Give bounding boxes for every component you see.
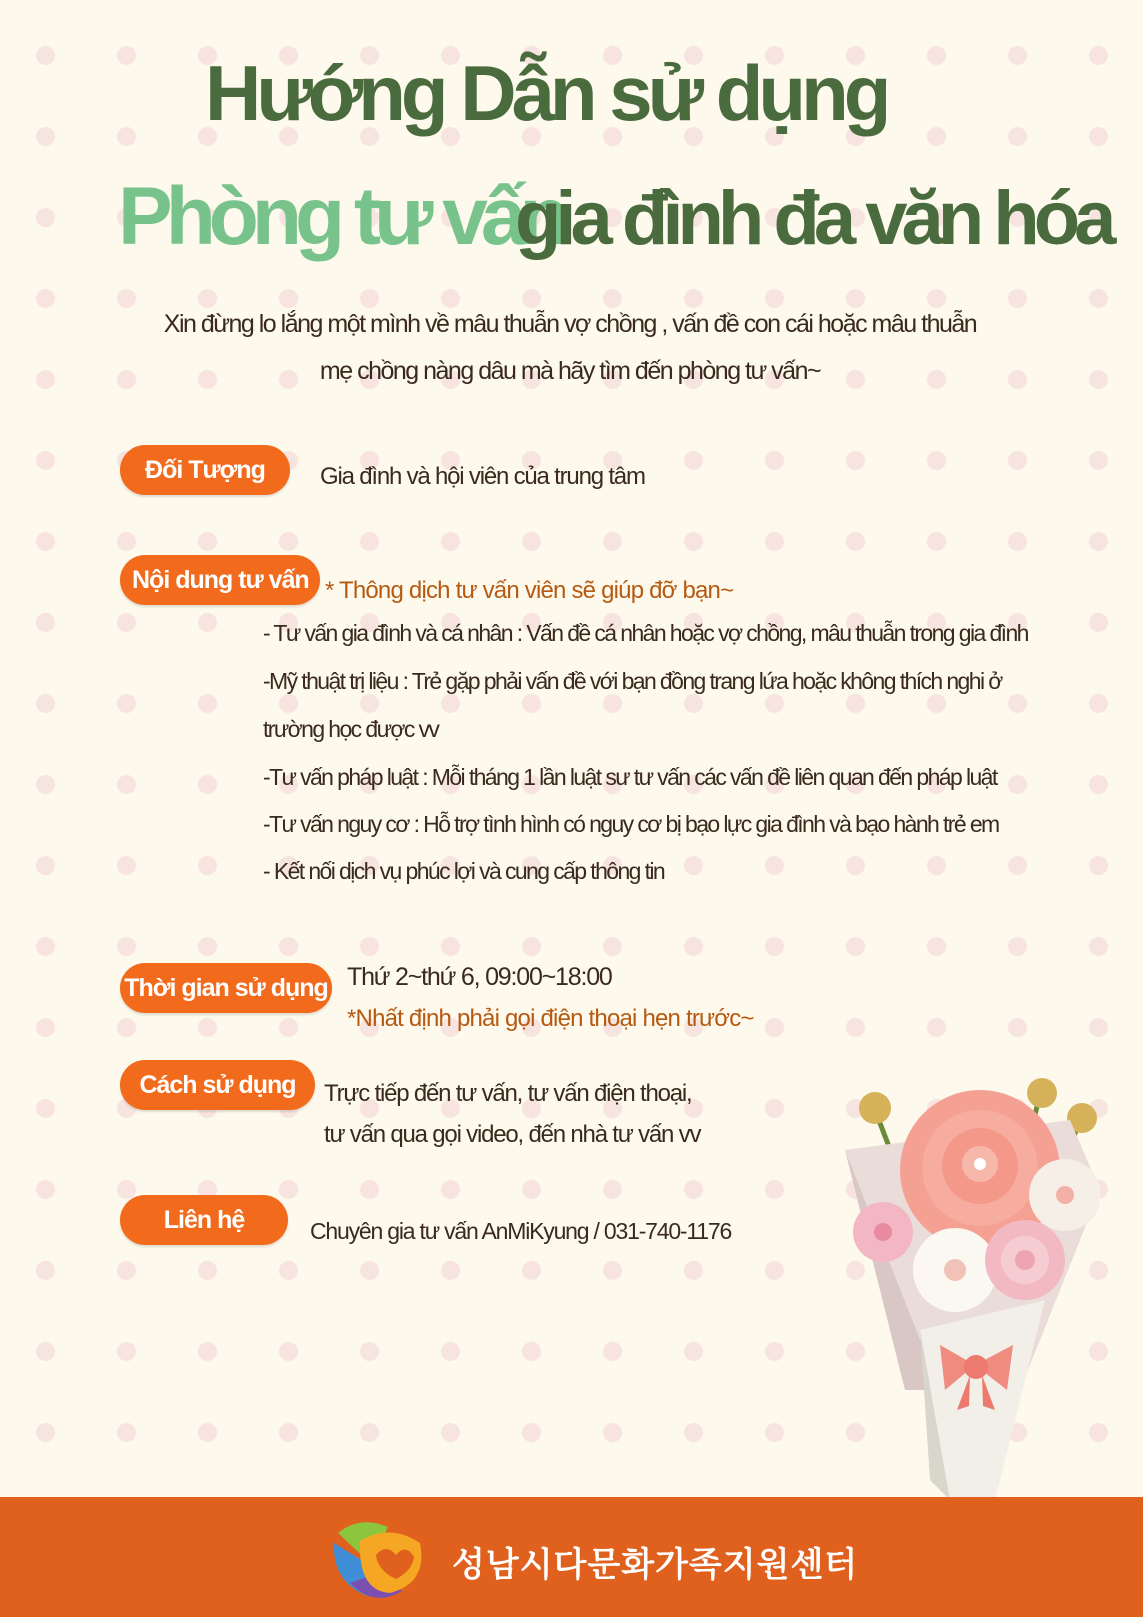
- method-label-pill: Cách sử dụng: [120, 1060, 315, 1110]
- content-item: - Tư vấn gia đình và cá nhân : Vấn đề cá nhân hoặc vợ chồng, mâu thuẫn trong gia đình: [263, 620, 1028, 646]
- content-item: - Kết nối dịch vụ phúc lợi và cung cấp thông tin: [263, 858, 665, 884]
- organization-name: 성남시다문화가족지원센터: [452, 1546, 859, 1584]
- contact-text: Chuyên gia tư vấn AnMiKyung / 031-740-1176: [310, 1218, 732, 1244]
- contact-label-pill: Liên hệ: [120, 1195, 288, 1245]
- flower-bouquet-illustration: [845, 1060, 1100, 1500]
- center-logo-icon: [330, 1513, 430, 1603]
- title-line-2-part-2: gia đình đa văn hóa: [515, 176, 1111, 261]
- content-item: trường học được vv: [263, 716, 439, 742]
- target-text: Gia đình và hội viên của trung tâm: [320, 463, 645, 490]
- content-note: * Thông dịch tư vấn viên sẽ giúp đỡ bạn~: [325, 577, 734, 604]
- hours-label-pill: Thời gian sử dụng: [120, 963, 332, 1013]
- method-line-1: Trực tiếp đến tư vấn, tư vấn điện thoại,: [324, 1080, 692, 1107]
- method-line-2: tư vấn qua gọi video, đến nhà tư vấn vv: [324, 1121, 701, 1148]
- hours-note: *Nhất định phải gọi điện thoại hẹn trước~: [347, 1005, 754, 1032]
- hours-text: Thứ 2~thứ 6, 09:00~18:00: [347, 963, 612, 991]
- content-label-pill: Nội dung tư vấn: [120, 555, 320, 605]
- content-item: -Mỹ thuật trị liệu : Trẻ gặp phải vấn đề với bạn đồng trang lứa hoặc không thích nghi ở: [263, 668, 1002, 694]
- content-item: -Tư vấn pháp luật : Mỗi tháng 1 lần luật sư tư vấn các vấn đề liên quan đến pháp luật: [263, 764, 997, 790]
- intro-line-1: Xin đừng lo lắng một mình về mâu thuẫn vợ chồng , vấn đề con cái hoặc mâu thuẫn: [163, 310, 977, 338]
- intro-line-2: mẹ chồng nàng dâu mà hãy tìm đến phòng tư vấn~: [319, 357, 821, 385]
- content-item: -Tư vấn nguy cơ : Hỗ trợ tình hình có nguy cơ bị bạo lực gia đình và bạo hành trẻ em: [263, 811, 999, 837]
- title-line-2-part-1: Phòng tư vấn: [118, 171, 563, 262]
- target-label-pill: Đối Tượng: [120, 445, 290, 495]
- title-line-1: Hướng Dẫn sử dụng: [205, 49, 887, 137]
